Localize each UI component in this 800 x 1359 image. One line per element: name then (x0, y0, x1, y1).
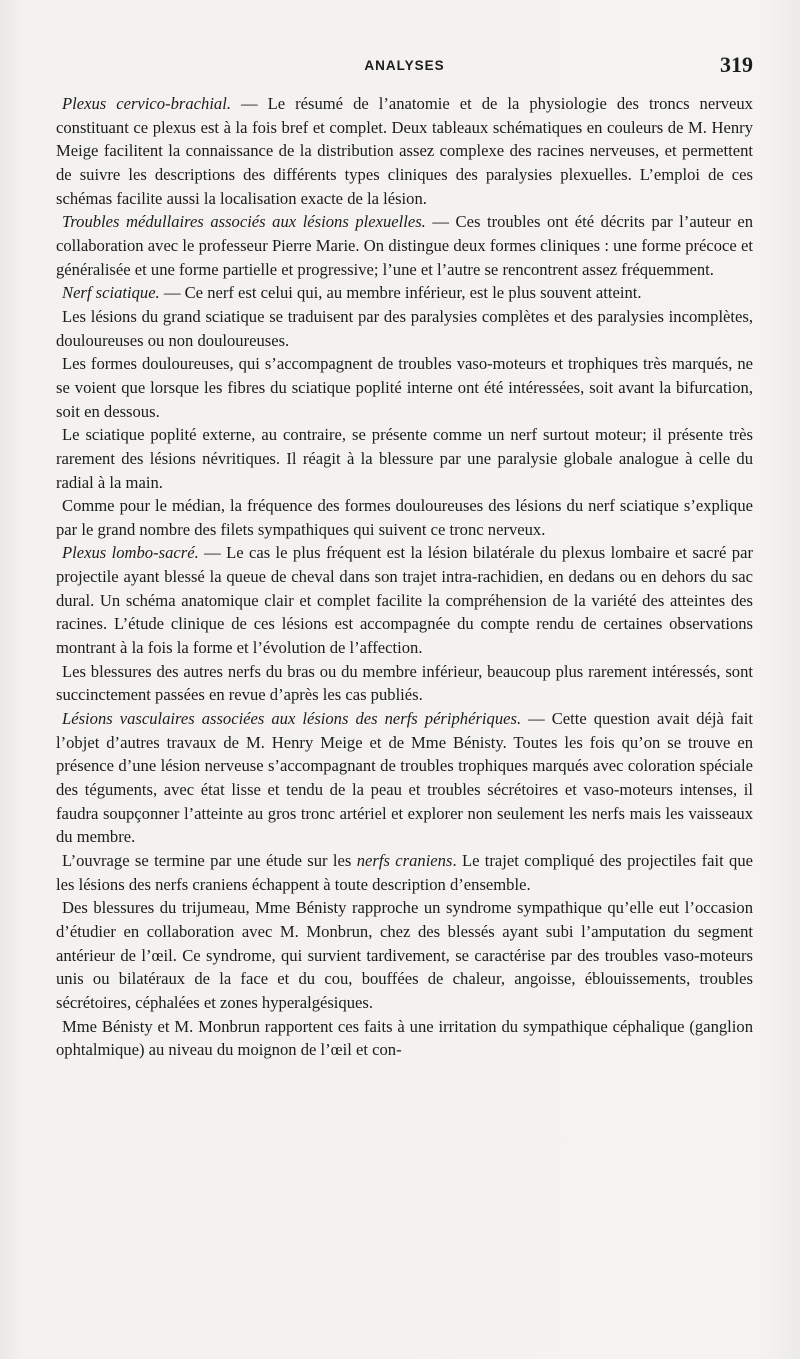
paragraph (56, 423, 753, 494)
paragraph (56, 92, 753, 210)
paragraph-text: L’ouvrage se termine par une étude sur les (62, 851, 357, 870)
paragraph-text: . Le trajet compliqué des projectiles fait que les lésions des nerfs craniens échappent à toute description d’ensemble. (56, 851, 754, 894)
paragraph-text: — Ces troubles ont été décrits par l’auteur en collaboration avec le professeur Pierre Marie. On distingue deux formes cliniques : une forme précoce et généralisée et une forme partielle et progressive; l’une et l’autre se rencontrent assez fréquemment. (56, 212, 753, 279)
paragraph-heading: Plexus lombo-sacré. (62, 543, 199, 563)
running-title: ANALYSES (364, 58, 445, 73)
paragraph-heading: Nerf sciatique. (62, 283, 160, 303)
paragraph-text: — Le cas le plus fréquent est la lésion bilatérale du plexus lombaire et sacré par projectile ayant blessé la queue de cheval dans son trajet intra-rachidien, en dedans ou en dehors du sac dural. Un schéma anatomique clair et complet facilite la compréhension de la variété des atteintes des racines. L’étude clinique de ces lésions est accompagnée du compte rendu de certaines observations montrant à la fois la forme et l’évolution de l’affection. (56, 543, 753, 658)
paragraph (56, 494, 753, 541)
paragraph (56, 1015, 753, 1062)
paragraph-heading: Troubles médullaires associés aux lésions plexuelles. (62, 212, 426, 232)
paragraph-text: — Le résumé de l’anatomie et de la physiologie des troncs nerveux constituant ce plexus est à la fois bref et complet. Deux tableaux schématiques en couleurs de M. Henry Meige facilitent la connaissance de la distribution assez complexe des racines nerveuses, et permettent de suivre les descriptions des différents types cliniques des paralysies plexuelles. L’emploi de ces schémas facilite aussi la localisation exacte de la lésion. (56, 94, 753, 208)
paragraph-text: — Cette question avait déjà fait l’objet d’autres travaux de M. Henry Meige et de Mme Bénisty. Toutes les fois qu’on se trouve en présence d’une lésion nerveuse s’accompagnant de troubles trophiques marqués avec coloration spéciale des téguments, avec état lisse et tendu de la peau et troubles sécrétoires et vaso-moteurs intenses, il faudra soupçonner l’atteinte au gros tronc artériel et explorer non seulement les nerfs mais les vaisseaux du membre. (56, 709, 753, 847)
paragraph-text: — Ce nerf est celui qui, au membre inférieur, est le plus souvent atteint. (159, 283, 642, 303)
italic-term: nerfs craniens (356, 851, 453, 870)
body-text (56, 92, 753, 1062)
paragraph (56, 541, 753, 659)
paragraph (56, 707, 753, 849)
paragraph-text: Les lésions du grand sciatique se traduisent par des paralysies complètes et des paralysies incomplètes, douloureuses ou non douloureuses. (56, 306, 753, 350)
paragraph (56, 210, 753, 281)
page-number: 319 (720, 52, 753, 77)
paragraph (56, 660, 753, 707)
paragraph-text: Mme Bénisty et M. Monbrun rapportent ces faits à une irritation du sympathique céphalique (ganglion ophtalmique) au niveau du moignon de l’œil et con- (56, 1016, 753, 1060)
paragraph-text: Les blessures des autres nerfs du bras ou du membre inférieur, beaucoup plus rarement intéressés, sont succinctement passées en revue d’après les cas publiés. (56, 661, 753, 705)
paragraph-text: Les formes douloureuses, qui s’accompagnent de troubles vaso-moteurs et trophiques très marqués, ne se voient que lorsque les fibres du sciatique poplité interne ont été intéressées, soit avant la bifurcation, soit en dessous. (56, 354, 753, 421)
paragraph-text: Des blessures du trijumeau, Mme Bénisty rapproche un syndrome sympathique qu’elle eut l’occasion d’étudier en collaboration avec M. Monbrun, chez des blessés ayant subi l’amputation du segment antérieur de l’œil. Ce syndrome, qui survient tardivement, se caractérise par des troubles vaso-moteurs unis ou bilatéraux de la face et du cou, bouffées de chaleur, angoisse, éblouissements, troubles sécrétoires, céphalées et zones hyperalgésiques. (56, 898, 753, 1012)
paragraph (56, 849, 753, 896)
paragraph-heading: Plexus cervico-brachial. (62, 94, 231, 113)
paragraph (56, 896, 753, 1014)
paragraph-text: Comme pour le médian, la fréquence des formes douloureuses des lésions du nerf sciatique s’explique par le grand nombre des filets sympathiques qui suivent ce tronc nerveux. (56, 496, 753, 539)
paragraph (56, 352, 753, 423)
paragraph-text: Le sciatique poplité externe, au contraire, se présente comme un nerf surtout moteur; il présente très rarement des lésions névritiques. Il réagit à la blessure par une paralysie globale analogue à celle du radial à la main. (56, 425, 753, 492)
paragraph (56, 281, 753, 305)
paragraph-heading: Lésions vasculaires associées aux lésions des nerfs périphériques. (62, 709, 522, 729)
page-header (56, 52, 753, 92)
paragraph (56, 305, 753, 352)
